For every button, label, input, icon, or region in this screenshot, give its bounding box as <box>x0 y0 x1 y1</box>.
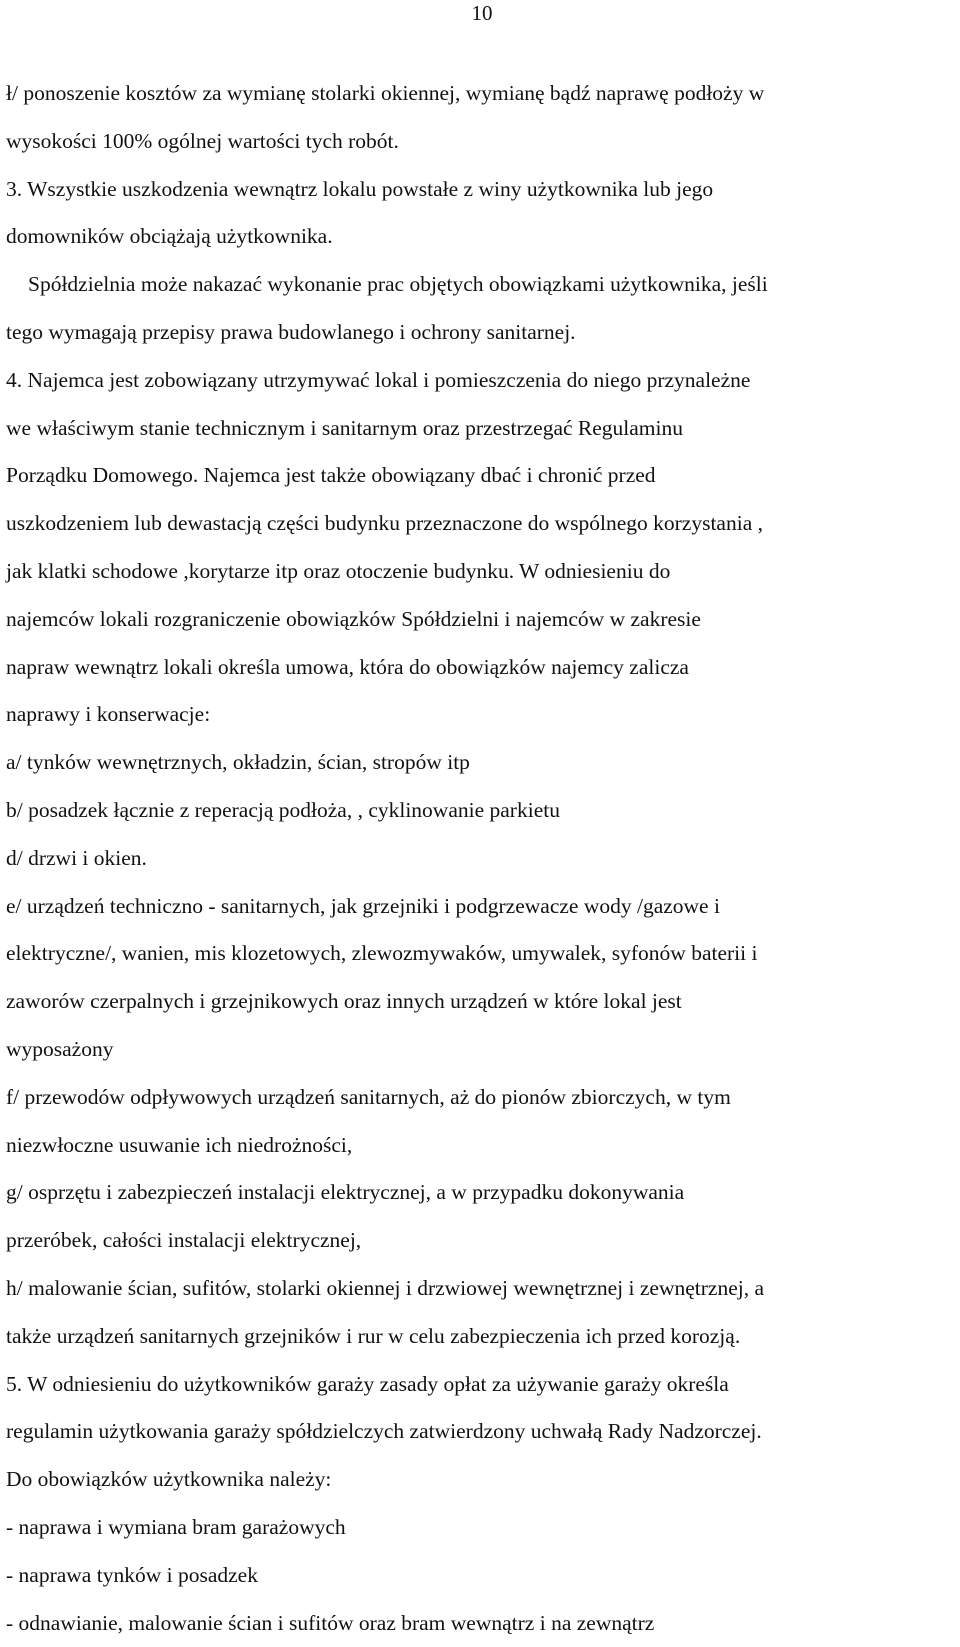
text-line: tego wymagają przepisy prawa budowlanego i ochrony sanitarnej. <box>6 309 956 357</box>
text-line: jak klatki schodowe ,korytarze itp oraz otoczenie budynku. W odniesieniu do <box>6 548 956 596</box>
list-item: h/ malowanie ścian, sufitów, stolarki okiennej i drzwiowej wewnętrznej i zewnętrznej, a <box>6 1265 956 1313</box>
list-item: b/ posadzek łącznie z reperacją podłoża, , cyklinowanie parkietu <box>6 787 956 835</box>
text-line: Spółdzielnia może nakazać wykonanie prac objętych obowiązkami użytkownika, jeśli <box>6 261 956 309</box>
text-line: wyposażony <box>6 1026 956 1074</box>
text-line: Porządku Domowego. Najemca jest także obowiązany dbać i chronić przed <box>6 452 956 500</box>
text-line: 5. W odniesieniu do użytkowników garaży zasady opłat za używanie garaży określa <box>6 1361 956 1409</box>
text-line: zaworów czerpalnych i grzejnikowych oraz innych urządzeń w które lokal jest <box>6 978 956 1026</box>
text-line: wysokości 100% ogólnej wartości tych robót. <box>6 118 956 166</box>
text-line: elektryczne/, wanien, mis klozetowych, zlewozmywaków, umywalek, syfonów baterii i <box>6 930 956 978</box>
list-item: - odnawianie, malowanie ścian i sufitów oraz bram wewnątrz i na zewnątrz <box>6 1600 956 1647</box>
text-line: naprawy i konserwacje: <box>6 691 956 739</box>
text-line: regulamin użytkowania garaży spółdzielczych zatwierdzony uchwałą Rady Nadzorczej. <box>6 1408 956 1456</box>
text-line: Do obowiązków użytkownika należy: <box>6 1456 956 1504</box>
list-item: a/ tynków wewnętrznych, okładzin, ścian, stropów itp <box>6 739 956 787</box>
text-line: ł/ ponoszenie kosztów za wymianę stolarki okiennej, wymianę bądź naprawę podłoży w <box>6 70 956 118</box>
text-line: także urządzeń sanitarnych grzejników i rur w celu zabezpieczenia ich przed korozją. <box>6 1313 956 1361</box>
list-item: g/ osprzętu i zabezpieczeń instalacji elektrycznej, a w przypadku dokonywania <box>6 1169 956 1217</box>
list-item: e/ urządzeń techniczno - sanitarnych, jak grzejniki i podgrzewacze wody /gazowe i <box>6 883 956 931</box>
text-line: niezwłoczne usuwanie ich niedrożności, <box>6 1122 956 1170</box>
text-line: najemców lokali rozgraniczenie obowiązków Spółdzielni i najemców w zakresie <box>6 596 956 644</box>
text-line: domowników obciążają użytkownika. <box>6 213 956 261</box>
text-line: napraw wewnątrz lokali określa umowa, która do obowiązków najemcy zalicza <box>6 644 956 692</box>
page-number: 10 <box>0 0 960 26</box>
list-item: d/ drzwi i okien. <box>6 835 956 883</box>
text-line: uszkodzeniem lub dewastacją części budynku przeznaczone do wspólnego korzystania , <box>6 500 956 548</box>
list-item: - naprawa tynków i posadzek <box>6 1552 956 1600</box>
text-line: we właściwym stanie technicznym i sanitarnym oraz przestrzegać Regulaminu <box>6 405 956 453</box>
list-item: f/ przewodów odpływowych urządzeń sanitarnych, aż do pionów zbiorczych, w tym <box>6 1074 956 1122</box>
text-line: 3. Wszystkie uszkodzenia wewnątrz lokalu powstałe z winy użytkownika lub jego <box>6 166 956 214</box>
list-item: - naprawa i wymiana bram garażowych <box>6 1504 956 1552</box>
document-body <box>6 70 956 1647</box>
text-line: 4. Najemca jest zobowiązany utrzymywać lokal i pomieszczenia do niego przynależne <box>6 357 956 405</box>
text-line: przeróbek, całości instalacji elektrycznej, <box>6 1217 956 1265</box>
